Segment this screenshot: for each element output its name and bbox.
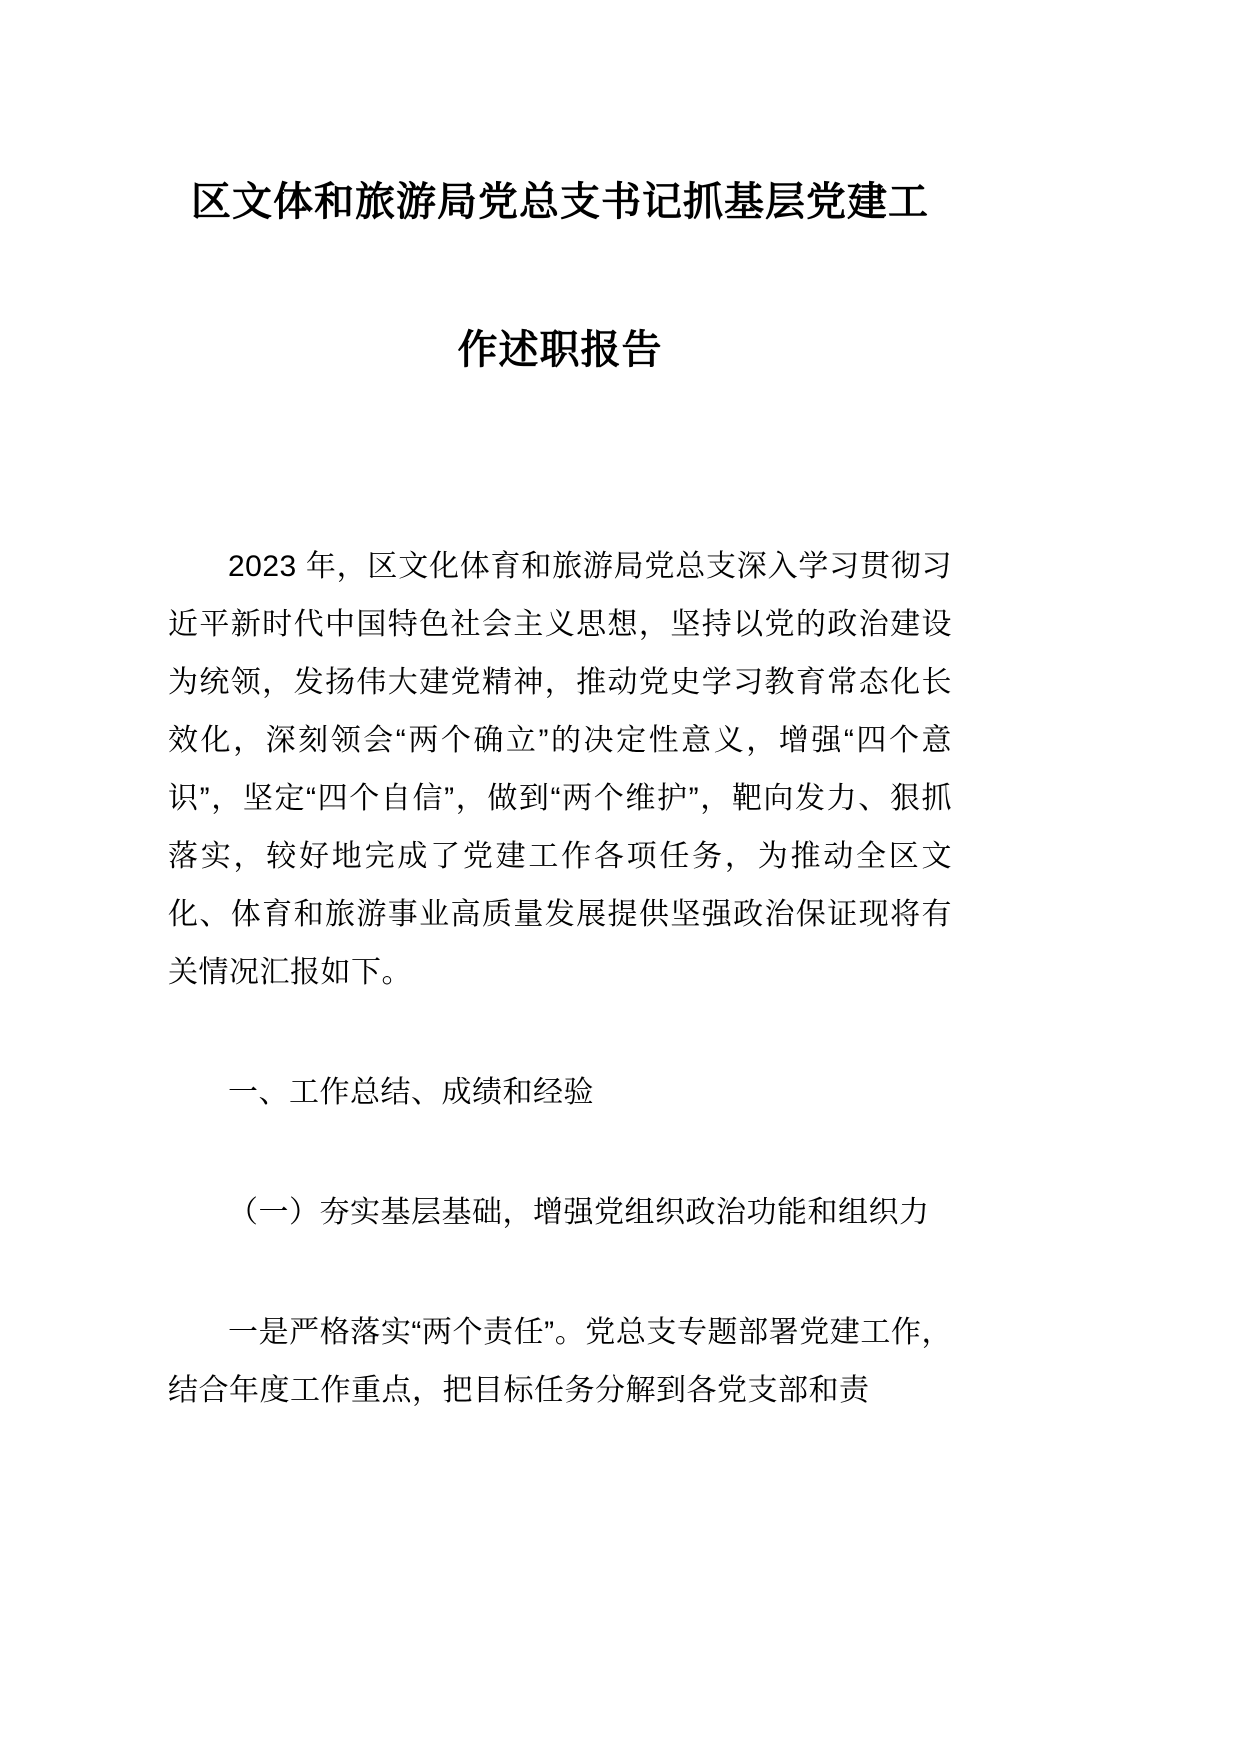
document-title (168, 178, 952, 374)
paragraph-body: 一是严格落实“两个责任”。党总支专题部署党建工作，结合年度工作重点，把目标任务分解到各党支部和责 (168, 1316, 952, 1407)
subsection-heading: （一）夯实基层基础，增强党组织政治功能和组织力 (228, 1196, 930, 1229)
paragraph-intro: 2023 年，区文化体育和旅游局党总支深入学习贯彻习近平新时代中国特色社会主义思想，坚持以党的政治建设为统领，发扬伟大建党精神，推动党史学习教育常态化长效化，深刻领会“两个确立”的决定性意义，增强“四个意识”，坚定“四个自信”，做到“两个维护”，靶向发力、狠抓落实，较好地完成了党建工作各项任务，为推动全区文化、体育和旅游事业高质量发展提供坚强政治保证现将有关情况汇报如下。 (168, 550, 952, 989)
document-title-line-1: 区文体和旅游局党总支书记抓基层党建工 (191, 180, 929, 224)
document-title-line-2: 作述职报告 (457, 328, 663, 372)
section-heading: 一、工作总结、成绩和经验 (228, 1076, 594, 1109)
